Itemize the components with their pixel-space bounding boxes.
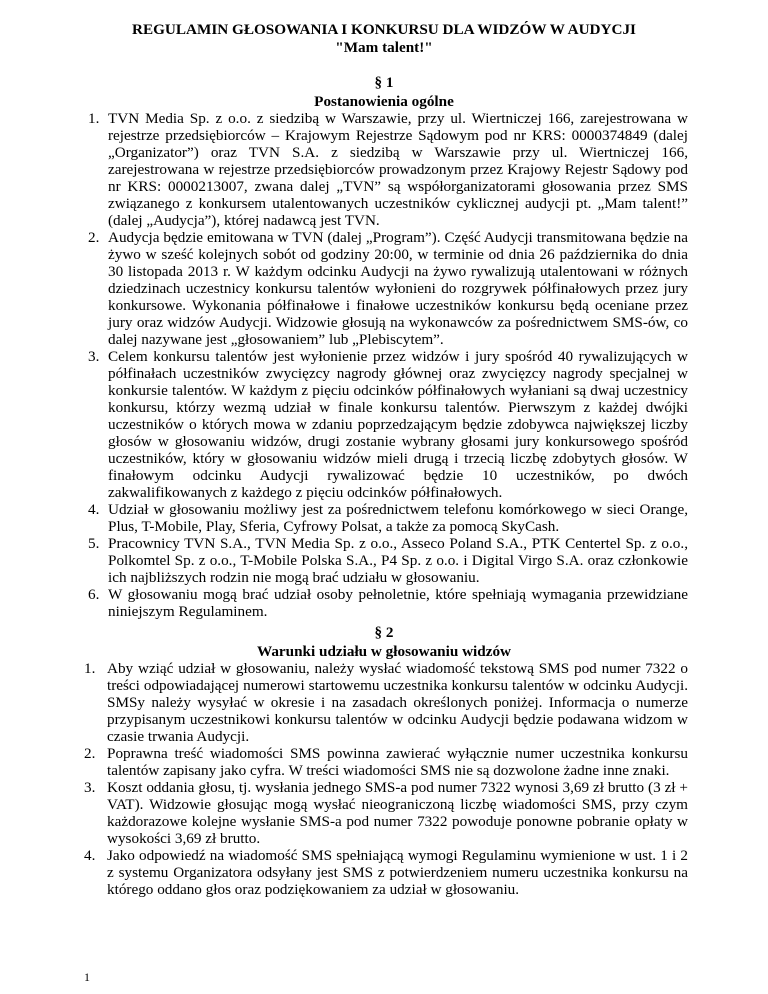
- item-text: Udział w głosowaniu możliwy jest za pośrednictwem telefonu komórkowego w sieci Orange, Plus, T-Mobile, Play, Sferia, Cyfrowy Polsat, a także za pomocą SkyCash.: [108, 501, 688, 535]
- page-number: 1: [84, 970, 90, 984]
- section-2: [80, 624, 688, 898]
- document-title: REGULAMIN GŁOSOWANIA I KONKURSU DLA WIDZÓW W AUDYCJI: [132, 21, 636, 38]
- list-item: [80, 660, 688, 745]
- list-item: [80, 535, 688, 586]
- list-item: [80, 229, 688, 348]
- item-text: Aby wziąć udział w głosowaniu, należy wysłać wiadomość tekstową SMS pod numer 7322 o treści odpowiadającej numerowi startowemu uczestnika konkursu talentów w odcinku Audycji. SMSy należy wysyłać w okresie i na zasadach określonych poniżej. Informacja o numerze przypisanym uczestnikowi konkursu talentów w odcinku Audycji będzie podawana widzom w czasie trwania Audycji.: [107, 660, 688, 745]
- item-text: TVN Media Sp. z o.o. z siedzibą w Warszawie, przy ul. Wiertniczej 166, zarejestrowana w rejestrze przedsiębiorców – Krajowym Rejestrze Sądowym pod nr KRS: 0000374849 (dalej „Organizator”) oraz TVN S.A. z siedzibą w Warszawie przy ul. Wiertniczej 166, zarejestrowana w rejestrze przedsiębiorców prowadzonym przez Krajowy Rejestr Sądowy pod nr KRS: 0000213007, zwana dalej „TVN” są współorganizatorami głosowania przez SMS związanego z konkursem utalentowanych uczestników cyklicznej audycji pt. „Mam talent!” (dalej „Audycja”), której nadawcą jest TVN.: [108, 110, 688, 229]
- item-number: 3.: [84, 779, 96, 796]
- item-text: Celem konkursu talentów jest wyłonienie przez widzów i jury spośród 40 rywalizujących w półfinałach uczestników zwycięzcy nagrody głównej oraz zwycięzcy nagrody specjalnej w konkursie talentów. W każdym z pięciu odcinków półfinałowych wyłaniani są dwaj uczestnicy konkursu, którzy wezmą udział w finale konkursu talentów. Pierwszym z każdej dwójki uczestników o których mowa w zdaniu poprzedzającym będzie zdobywca największej liczby głosów w głosowaniu widzów, drugi zostanie wybrany głosami jury konkursowego spośród uczestników, który w głosowaniu widzów mieli drugą i trzecią liczbę zdobytych głosów. W finałowym odcinku Audycji rywalizować będzie 10 uczestników, po dwóch zakwalifikowanych z każdego z pięciu odcinków półfinałowych.: [108, 348, 688, 501]
- section-heading: Postanowienia ogólne: [314, 93, 454, 110]
- item-text: W głosowaniu mogą brać udział osoby pełnoletnie, które spełniają wymagania przewidziane niniejszym Regulaminem.: [108, 586, 688, 620]
- list-item: [80, 586, 688, 620]
- list-item: [80, 779, 688, 847]
- section-1: [80, 74, 688, 620]
- item-text: Audycja będzie emitowana w TVN (dalej „Program”). Część Audycji transmitowana będzie na żywo w sześć kolejnych sobót od godziny 20:00, w terminie od dnia 26 października do dnia 30 listopada 2013 r. W każdym odcinku Audycji na żywo rywalizują utalentowani w różnych dziedzinach uczestnicy konkursu talentów wyłonieni do rozgrywek półfinałowych przez jury konkursowe. Wykonania półfinałowe i finałowe uczestników konkursu będą oceniane przez jury oraz widzów Audycji. Widzowie głosują na wykonawców za pośrednictwem SMS-ów, co dalej nazywane jest „głosowaniem” lub „Plebiscytem”.: [108, 229, 688, 348]
- document-subtitle: "Mam talent!": [335, 39, 433, 56]
- section-2-list: [80, 660, 688, 898]
- item-text: Koszt oddania głosu, tj. wysłania jednego SMS-a pod numer 7322 wynosi 3,69 zł brutto (3 zł + VAT). Widzowie głosując mogą wysłać nieograniczoną liczbę wiadomości SMS, przy czym każdorazowe kolejne wysłanie SMS-a pod numer 7322 powoduje ponowne pobranie opłaty w wysokości 3,69 zł brutto.: [107, 779, 688, 847]
- item-text: Poprawna treść wiadomości SMS powinna zawierać wyłącznie numer uczestnika konkursu talentów zapisany jako cyfra. W treści wiadomości SMS nie są dozwolone żadne inne znaki.: [107, 745, 688, 779]
- list-item: [80, 501, 688, 535]
- item-number: 2.: [84, 745, 96, 762]
- section-number: § 2: [374, 624, 394, 641]
- section-heading: Warunki udziału w głosowaniu widzów: [256, 643, 512, 660]
- section-number: § 1: [374, 74, 394, 91]
- list-item: [80, 348, 688, 501]
- list-item: [80, 745, 688, 779]
- item-number: 6.: [88, 586, 100, 603]
- item-text: Jako odpowiedź na wiadomość SMS spełniającą wymogi Regulaminu wymienione w ust. 1 i 2 z systemu Organizatora odsyłany jest SMS z potwierdzeniem numeru uczestnika konkursu na którego oddano głos oraz podziękowaniem za udział w głosowaniu.: [107, 847, 688, 898]
- list-item: [80, 110, 688, 229]
- item-number: 1.: [88, 110, 100, 127]
- item-text: Pracownicy TVN S.A., TVN Media Sp. z o.o., Asseco Poland S.A., PTK Centertel Sp. z o.o., Polkomtel Sp. z o.o., T-Mobile Polska S.A., P4 Sp. z o.o. i Digital Virgo S.A. oraz członkowie ich najbliższych rodzin nie mogą brać udziału w głosowaniu.: [108, 535, 688, 586]
- list-item: [80, 847, 688, 898]
- item-number: 4.: [84, 847, 96, 864]
- section-1-list: [80, 110, 688, 620]
- item-number: 2.: [88, 229, 100, 246]
- item-number: 5.: [88, 535, 100, 552]
- item-number: 1.: [84, 660, 96, 677]
- item-number: 3.: [88, 348, 100, 365]
- item-number: 4.: [88, 501, 100, 518]
